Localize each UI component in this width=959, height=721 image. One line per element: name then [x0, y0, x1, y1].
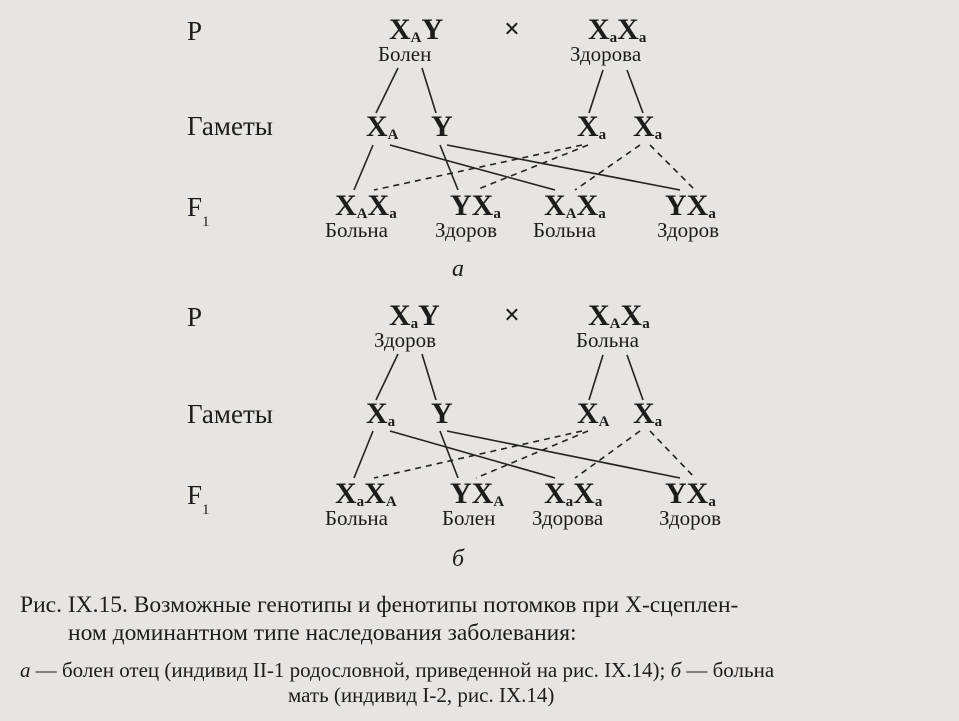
gamete-2: Y: [431, 110, 453, 143]
line-mother-b-to-gamete-2: [627, 355, 643, 400]
offspring-1-genotype: $X_AX_a$: [335, 189, 397, 222]
gamete-3: $X_A$: [577, 397, 610, 430]
cross-symbol: ×: [504, 300, 520, 331]
line-father-b-to-gamete-2: [422, 354, 436, 400]
caption-note-line-2: мать (индивид I-2, рис. IX.14): [288, 683, 555, 707]
offspring-1-phenotype: Больна: [325, 218, 388, 242]
gamete-4: $X_a$: [633, 110, 663, 143]
father-phenotype: Здоров: [374, 328, 437, 352]
panel-label-a: а: [452, 256, 464, 282]
row-label-f1: $F_1$: [187, 192, 210, 231]
line-gamete-xa3-to-f1-3: [575, 145, 640, 190]
gamete-4: $X_a$: [633, 397, 663, 430]
caption-note-line-1: а — болен отец (индивид II-1 родословной, приведенной на рис. IX.14); б — больна: [20, 658, 775, 682]
offspring-1-genotype: $X_aX_A$: [335, 477, 397, 510]
row-label-f1: $F_1$: [187, 480, 210, 519]
line-gamete-xa-to-f1-3: [390, 145, 555, 190]
caption-title-line-2: ном доминантном типе наследования заболевания:: [68, 620, 577, 646]
offspring-4-genotype: $YX_a$: [665, 477, 716, 510]
gamete-1: $X_A$: [366, 110, 399, 143]
row-label-parents: P: [187, 302, 203, 332]
offspring-3-phenotype: Здорова: [532, 506, 604, 530]
offspring-2-genotype: $YX_a$: [450, 189, 501, 222]
line-father-to-gamete-2: [422, 68, 436, 113]
cross-symbol: ×: [504, 14, 520, 45]
line-mother-b-to-gamete-1: [589, 355, 603, 400]
line-father-b-to-gamete-1: [376, 354, 398, 400]
line-gamete-b4-to-f1-3: [575, 431, 640, 478]
father-genotype: $X_aY$: [389, 299, 440, 332]
panel-label-b: б: [452, 546, 465, 572]
mother-phenotype: Здорова: [570, 42, 642, 66]
line-gamete-y-to-f1-4: [447, 145, 680, 190]
gamete-2: Y: [431, 397, 453, 430]
line-gamete-xa3-to-f1-4: [650, 145, 695, 190]
line-gamete-b2-to-f1-4: [447, 431, 680, 478]
offspring-1-phenotype: Больна: [325, 506, 388, 530]
mother-genotype: $X_aX_a$: [588, 13, 647, 46]
mother-genotype: $X_AX_a$: [588, 299, 650, 332]
row-label-parents: P: [187, 16, 203, 46]
line-gamete-b1-to-f1-3: [390, 431, 555, 478]
gamete-3: $X_a$: [577, 110, 607, 143]
offspring-2-phenotype: Болен: [442, 506, 496, 530]
offspring-3-genotype: $X_aX_a$: [544, 477, 603, 510]
caption-title-line-1: Рис. IX.15. Возможные генотипы и фенотипы потомков при Х-сцеплен-: [20, 592, 739, 618]
line-father-to-gamete-1: [376, 68, 398, 113]
father-genotype: $X_AY$: [389, 13, 444, 46]
line-gamete-xa-to-f1-1: [354, 145, 373, 190]
gamete-1: $X_a$: [366, 397, 396, 430]
father-phenotype: Болен: [378, 42, 432, 66]
offspring-4-genotype: $YX_a$: [665, 189, 716, 222]
offspring-2-genotype: $YX_A$: [450, 477, 505, 510]
line-gamete-y-to-f1-2: [440, 145, 458, 190]
offspring-2-phenotype: Здоров: [435, 218, 498, 242]
offspring-4-phenotype: Здоров: [657, 218, 720, 242]
offspring-4-phenotype: Здоров: [659, 506, 722, 530]
offspring-3-phenotype: Больна: [533, 218, 596, 242]
line-gamete-b2-to-f1-2: [440, 431, 458, 478]
line-mother-to-gamete-2: [627, 70, 643, 113]
offspring-3-genotype: $X_AX_a$: [544, 189, 606, 222]
row-label-gametes: Гаметы: [187, 399, 273, 429]
mother-phenotype: Больна: [576, 328, 639, 352]
line-gamete-b1-to-f1-1: [354, 431, 373, 478]
line-gamete-b4-to-f1-4: [650, 431, 695, 478]
row-label-gametes: Гаметы: [187, 111, 273, 141]
line-mother-to-gamete-1: [589, 70, 603, 113]
